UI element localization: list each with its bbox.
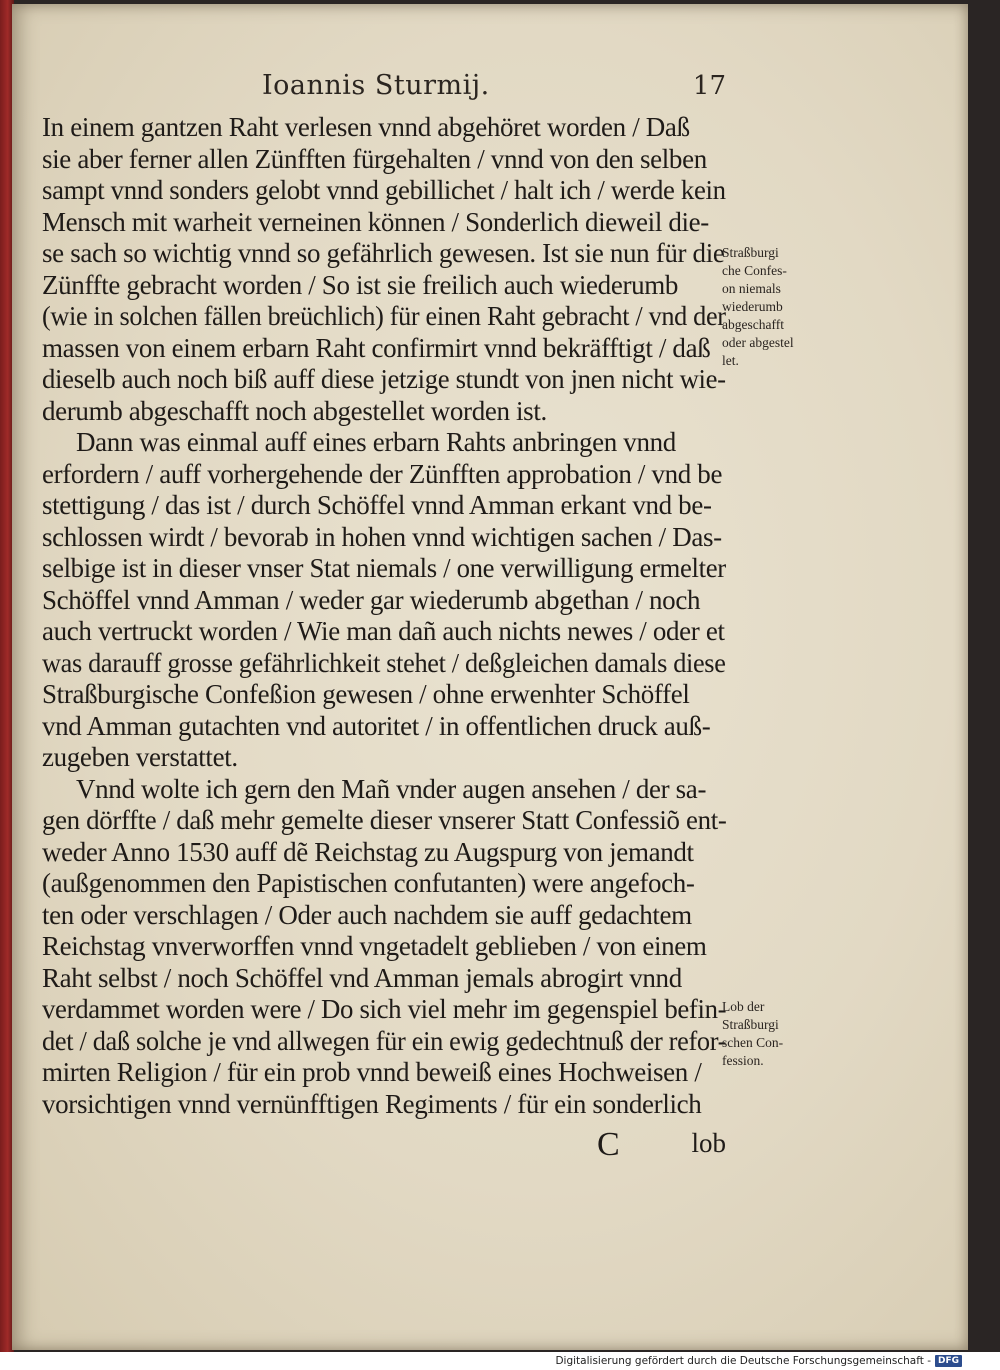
text-line: (außgenommen den Papistischen confutanten) were angefoch- bbox=[42, 868, 695, 898]
marginal-note-line: fession. bbox=[722, 1053, 764, 1068]
marginal-note-line: che Confes- bbox=[722, 263, 787, 278]
text-line: sie aber ferner allen Zünfften fürgehalten / vnnd von den selben bbox=[42, 143, 707, 174]
text-line: massen von einem erbarn Raht confirmirt vnnd bekräfftigt / daß bbox=[42, 332, 711, 363]
paragraph-start-line: Dann was einmal auff eines erbarn Rahts anbringen vnnd bbox=[76, 427, 676, 457]
page-number: 17 bbox=[692, 71, 726, 101]
running-head bbox=[262, 70, 732, 101]
page-foot bbox=[42, 1126, 726, 1166]
text-line: Zünffte gebracht worden / So ist sie freilich auch wiederumb bbox=[42, 269, 679, 300]
text-line: dieselb auch noch biß auff diese jetzige stundt von jnen nicht wie- bbox=[42, 364, 726, 394]
text-line: det / daß solche je vnd allwegen für ein ewig gedechtnuß der refor- bbox=[42, 1025, 727, 1056]
marginal-note-line: Straßburgi bbox=[722, 1017, 779, 1032]
text-line: erfordern / auff vorhergehende der Zünfften approbation / vnd be bbox=[42, 458, 723, 489]
text-line: stettigung / das ist / durch Schöffel vnnd Amman erkant vnd be- bbox=[42, 490, 712, 520]
dfg-logo: DFG bbox=[935, 1355, 962, 1367]
paragraph-start-line: Vnnd wolte ich gern den Mañ vnder augen ansehen / der sa- bbox=[76, 773, 707, 804]
running-title: Ioannis Sturmij. bbox=[262, 70, 490, 101]
text-line: weder Anno 1530 auff dẽ Reichstag zu Augspurg von jemandt bbox=[42, 836, 694, 867]
signature-mark: C bbox=[597, 1126, 620, 1163]
marginal-note bbox=[722, 998, 826, 1070]
text-line: mirten Religion / für ein prob vnnd beweiß eines Hochweisen / bbox=[42, 1057, 702, 1087]
text-line: selbige ist in dieser vnser Stat niemals / one verwilligung ermelter bbox=[42, 553, 726, 583]
digitization-credit bbox=[555, 1355, 962, 1367]
catchword: lob bbox=[691, 1128, 726, 1158]
text-line: schlossen wirdt / bevorab in hohen vnnd wichtigen sachen / Das- bbox=[42, 521, 722, 552]
text-line: Straßburgische Confeßion gewesen / ohne erwenhter Schöffel bbox=[42, 679, 690, 709]
text-line: (wie in solchen fällen breüchlich) für einen Raht gebracht / vnd der bbox=[42, 301, 726, 331]
text-line: gen dörffte / daß mehr gemelte dieser vnserer Statt Confessiõ ent- bbox=[42, 805, 727, 835]
body-text bbox=[42, 112, 726, 1120]
marginal-note-line: Lob der bbox=[722, 999, 765, 1014]
text-line: ten oder verschlagen / Oder auch nachdem sie auff gedachtem bbox=[42, 899, 692, 930]
marginal-note-line: wiederumb bbox=[722, 299, 783, 314]
text-line: vorsichtigen vnnd vernünfftigen Regiments / für ein sonderlich bbox=[42, 1088, 702, 1119]
text-line: se sach so wichtig vnnd so gefährlich gewesen. Ist sie nun für die bbox=[42, 238, 725, 268]
text-line: auch vertruckt worden / Wie man dañ auch nichts newes / oder et bbox=[42, 616, 725, 646]
marginal-note-line: schen Con- bbox=[722, 1035, 784, 1050]
text-line: In einem gantzen Raht verlesen vnnd abgehöret worden / Daß bbox=[42, 112, 690, 142]
marginal-note-line: oder abgestel bbox=[722, 335, 794, 350]
text-line: Schöffel vnnd Amman / weder gar wiederumb abgethan / noch bbox=[42, 584, 701, 615]
marginal-note bbox=[722, 244, 826, 370]
text-line: Mensch mit warheit verneinen können / Sonderlich dieweil die- bbox=[42, 206, 709, 237]
text-line: Reichstag vnverworffen vnnd vngetadelt geblieben / von einem bbox=[42, 931, 707, 961]
text-line: verdammet worden were / Do sich viel mehr im gegenspiel befin- bbox=[42, 994, 727, 1024]
marginal-note-line: abgeschafft bbox=[722, 317, 784, 332]
text-line: vnd Amman gutachten vnd autoritet / in offentlichen druck auß- bbox=[42, 710, 711, 741]
marginal-note-line: let. bbox=[722, 353, 739, 368]
credit-text: Digitalisierung gefördert durch die Deutsche Forschungsgemeinschaft - bbox=[555, 1355, 931, 1367]
text-line: derumb abgeschafft noch abgestellet worden ist. bbox=[42, 395, 547, 426]
marginal-note-line: on niemals bbox=[722, 281, 781, 296]
book-page bbox=[12, 4, 968, 1350]
text-line: sampt vnnd sonders gelobt vnnd gebillichet / halt ich / werde kein bbox=[42, 175, 726, 205]
text-line: Raht selbst / noch Schöffel vnd Amman jemals abrogirt vnnd bbox=[42, 962, 682, 993]
text-line: was darauff grosse gefährlichkeit stehet / deßgleichen damals diese bbox=[42, 647, 726, 678]
text-line: zugeben verstattet. bbox=[42, 742, 238, 772]
marginal-note-line: Straßburgi bbox=[722, 245, 779, 260]
